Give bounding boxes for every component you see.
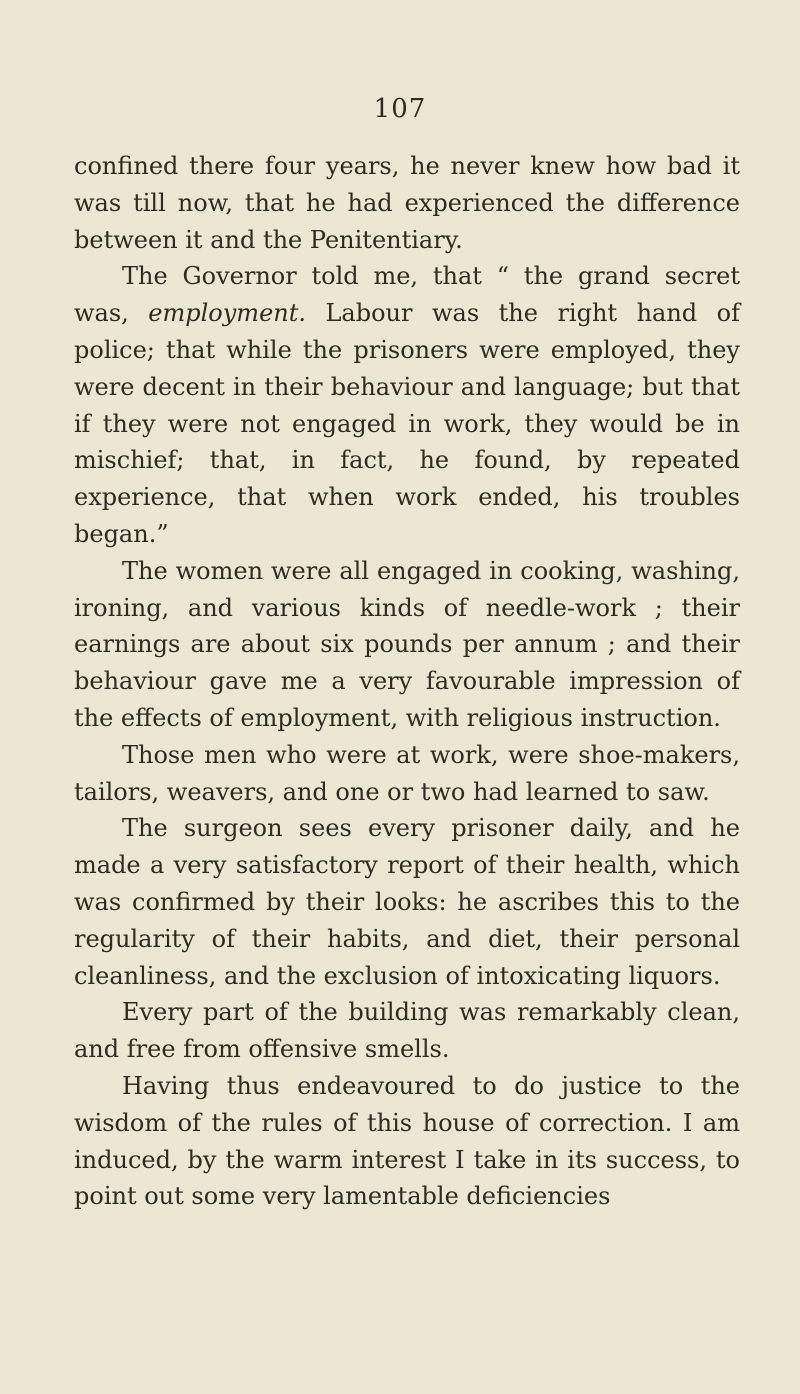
paragraph-text: Labour was the right hand of police; that while the prisoners were employed, they were decent in their behaviour and language; but that if they were not engaged in work, they would be in mischief; that, in fact, he found, by repeated experience, that when work ended, his troubles began.” [74, 299, 740, 548]
paragraph-having [74, 1068, 740, 1215]
paragraph-men [74, 737, 740, 811]
paragraph-governor [74, 258, 740, 552]
paragraph-text: Those men who were at work, were shoe-makers, tailors, weavers, and one or two had learned to saw. [74, 740, 740, 806]
paragraph-text: The surgeon sees every prisoner daily, and he made a very satisfactory report of their health, which was confirmed by their looks: he ascribes this to the regularity of their habits, and diet, their personal cleanliness, and the exclusion of intoxicating liquors. [74, 814, 740, 990]
paragraph-text: Having thus endeavoured to do justice to the wisdom of the rules of this house of correction. I am induced, by the warm interest I take in its success, to point out some very lamentable deficiencies [74, 1071, 740, 1211]
paragraph-text: The women were all engaged in cooking, washing, ironing, and various kinds of needle-work ; their earnings are about six pounds per annum ; and their behaviour gave me a very favourable impression of the effects of employment, with religious instruction. [74, 556, 740, 732]
emphasis-employment: employment. [148, 299, 306, 328]
paragraph-surgeon [74, 810, 740, 994]
paragraph-women [74, 553, 740, 737]
paragraph-text: confined there four years, he never knew how bad it was till now, that he had experienced the difference between it and the Penitentiary. [74, 152, 740, 254]
page-number: 107 [373, 94, 427, 124]
paragraph-text: The Governor told me, that “ the grand secret was, [74, 262, 740, 328]
paragraph-text: Every part of the building was remarkably clean, and free from offensive smells. [74, 998, 740, 1064]
paragraph-building [74, 994, 740, 1068]
paragraph-confined [74, 148, 740, 258]
body-text [74, 148, 740, 1215]
